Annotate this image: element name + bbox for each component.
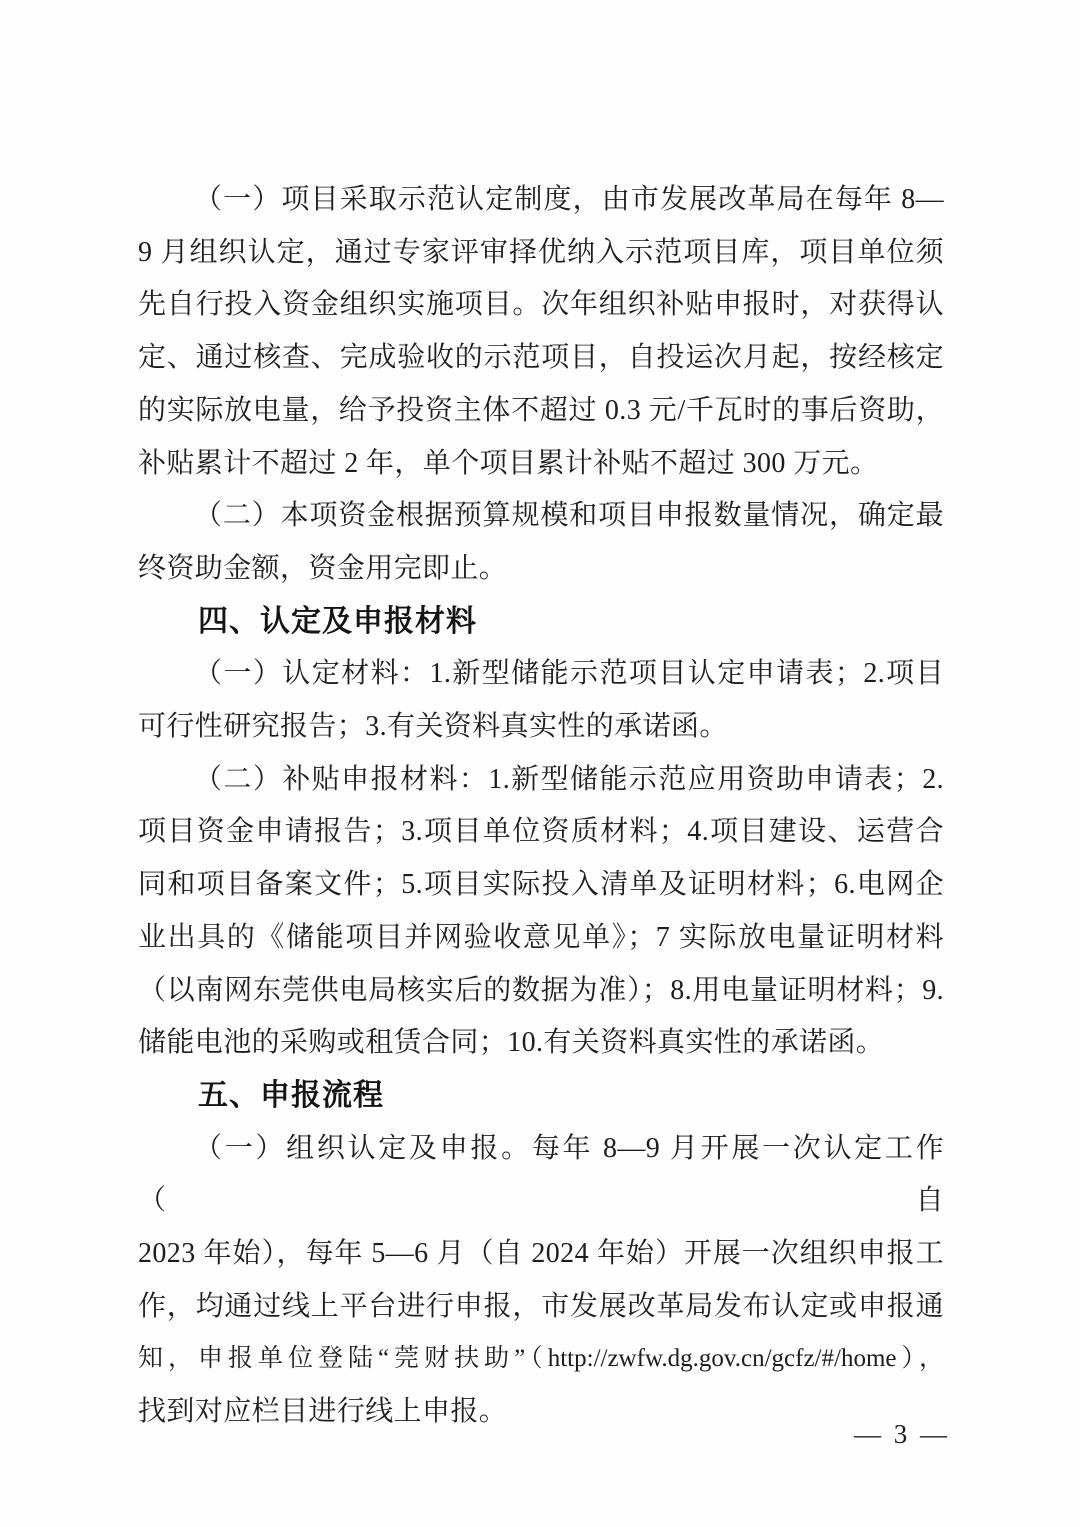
paragraph-line: （二）本项资金根据预算规模和项目申报数量情况，确定最 xyxy=(194,500,944,532)
paragraph-line: 终资助金额，资金用完即止。 xyxy=(138,552,508,584)
paragraph-line: 业出具的《储能项目并网验收意见单》；7 实际放电量证明材料 xyxy=(138,921,944,953)
paragraph-line-with-url: 知，申报单位登陆“莞财扶助”（http://zwfw.dg.gov.cn/gcfz/#/home）， xyxy=(138,1345,944,1373)
paragraph-line: （一）认定材料：1.新型储能示范项目认定申请表；2.项目 xyxy=(194,658,944,690)
paragraph-line: 可行性研究报告；3.有关资料真实性的承诺函。 xyxy=(138,711,728,743)
paragraph-line: 找到对应栏目进行线上申报。 xyxy=(138,1396,508,1428)
paragraph-line: （一）组织认定及申报。每年 8—9 月开展一次认定工作（自 xyxy=(138,1132,944,1217)
paragraph-line: 作，均通过线上平台进行申报，市发展改革局发布认定或申报通 xyxy=(138,1290,944,1322)
paragraph-line: （以南网东莞供电局核实后的数据为准）；8.用电量证明材料；9. xyxy=(138,974,944,1006)
paragraph-line: 同和项目备案文件；5.项目实际投入清单及证明材料；6.电网企 xyxy=(138,869,944,901)
paragraph-line: 项目资金申请报告；3.项目单位资质材料；4.项目建设、运营合 xyxy=(138,816,944,848)
paragraph-line: 储能电池的采购或租赁合同；10.有关资料真实性的承诺函。 xyxy=(138,1027,885,1059)
section-heading-materials: 四、认定及申报材料 xyxy=(198,604,477,638)
paragraph-line: 的实际放电量，给予投资主体不超过 0.3 元/千瓦时的事后资助， xyxy=(138,394,944,426)
paragraph-line: 2023 年始），每年 5—6 月（自 2024 年始）开展一次组织申报工 xyxy=(138,1238,944,1270)
paragraph-line: （一）项目采取示范认定制度，由市发展改革局在每年 8— xyxy=(194,184,944,215)
paragraph-line: 先自行投入资金组织实施项目。次年组织补贴申报时，对获得认 xyxy=(138,289,944,321)
paragraph-line: 9 月组织认定，通过专家评审择优纳入示范项目库，项目单位须 xyxy=(138,236,944,268)
paragraph-line: 补贴累计不超过 2 年，单个项目累计补贴不超过 300 万元。 xyxy=(138,447,879,479)
page-number: — 3 — xyxy=(854,1419,950,1449)
paragraph-line: 定、通过核查、完成验收的示范项目，自投运次月起，按经核定 xyxy=(138,342,944,374)
section-heading-process: 五、申报流程 xyxy=(198,1078,384,1112)
document-body xyxy=(138,174,944,1439)
paragraph-line: （二）补贴申报材料：1.新型储能示范应用资助申请表；2. xyxy=(194,763,944,795)
